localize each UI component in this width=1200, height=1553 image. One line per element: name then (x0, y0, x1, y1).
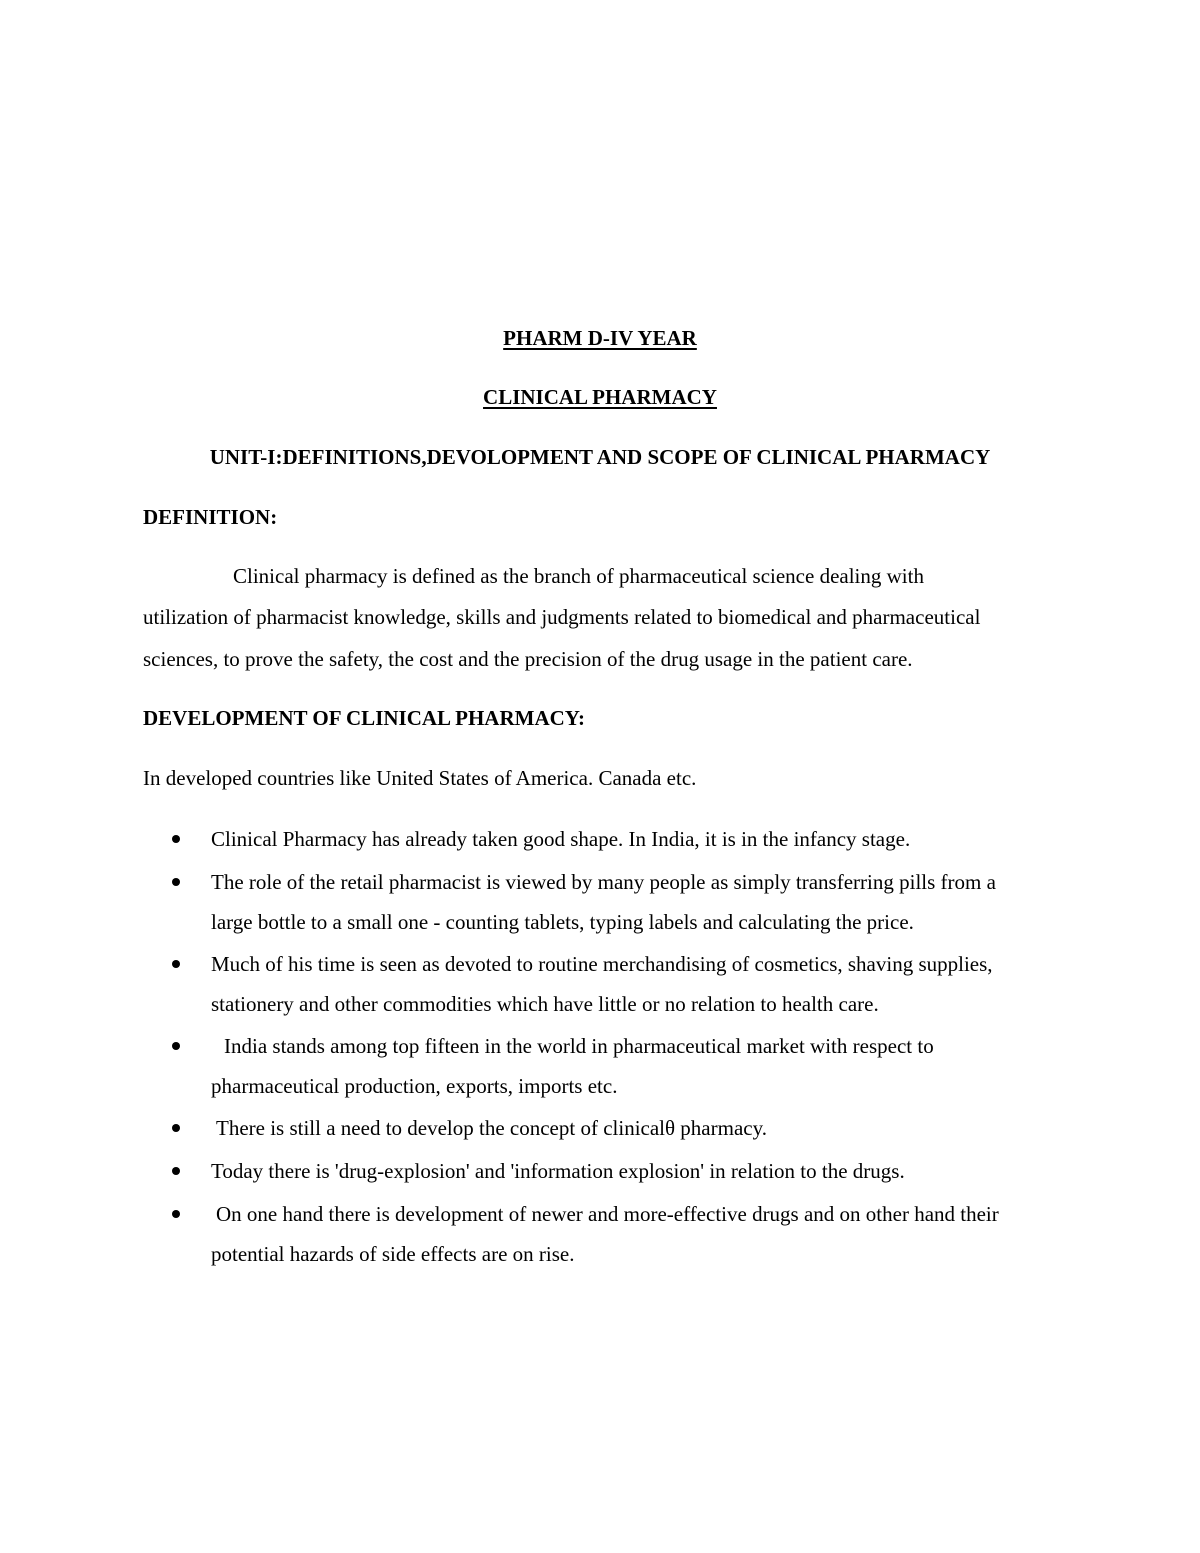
definition-text-line: utilization of pharmacist knowledge, skills and judgments related to biomedical and pharmaceutical (143, 605, 981, 629)
definition-text-line: Clinical pharmacy is defined as the branch of pharmaceutical science dealing with (233, 564, 924, 588)
definition-text-line: sciences, to prove the safety, the cost and the precision of the drug usage in the patient care. (143, 647, 913, 671)
list-item-text: Clinical Pharmacy has already taken good shape. In India, it is in the infancy stage. (211, 827, 911, 851)
list-item-text: On one hand there is development of newer and more-effective drugs and on other hand their (216, 1202, 999, 1226)
development-heading: DEVELOPMENT OF CLINICAL PHARMACY: (143, 706, 586, 730)
development-intro: In developed countries like United States of America. Canada etc. (143, 766, 697, 790)
list-item-text: stationery and other commodities which have little or no relation to health care. (211, 992, 879, 1016)
page-title: PHARM D-IV YEAR (503, 326, 697, 350)
bullet-icon (172, 1124, 180, 1132)
bullet-icon (172, 960, 180, 968)
definition-heading: DEFINITION: (143, 505, 278, 529)
course-title: CLINICAL PHARMACY (483, 385, 717, 409)
list-item-text: Today there is 'drug-explosion' and 'information explosion' in relation to the drugs. (211, 1159, 905, 1183)
unit-title: UNIT-I:DEFINITIONS,DEVOLOPMENT AND SCOPE OF CLINICAL PHARMACY (209, 445, 991, 469)
bullet-icon (172, 1210, 180, 1218)
bullet-icon (172, 1042, 180, 1050)
list-item-text: Much of his time is seen as devoted to routine merchandising of cosmetics, shaving supplies, (211, 952, 993, 976)
list-item-text: India stands among top fifteen in the world in pharmaceutical market with respect to (224, 1034, 934, 1058)
bullet-icon (172, 1167, 180, 1175)
bullet-icon (172, 835, 180, 843)
list-item-text: large bottle to a small one - counting tablets, typing labels and calculating the price. (211, 910, 914, 934)
bullet-icon (172, 878, 180, 886)
list-item-text: The role of the retail pharmacist is viewed by many people as simply transferring pills from a (211, 870, 996, 894)
list-item-text: potential hazards of side effects are on rise. (211, 1242, 575, 1266)
list-item-text: pharmaceutical production, exports, imports etc. (211, 1074, 618, 1098)
list-item-text: There is still a need to develop the concept of clinicalθ pharmacy. (216, 1116, 767, 1140)
